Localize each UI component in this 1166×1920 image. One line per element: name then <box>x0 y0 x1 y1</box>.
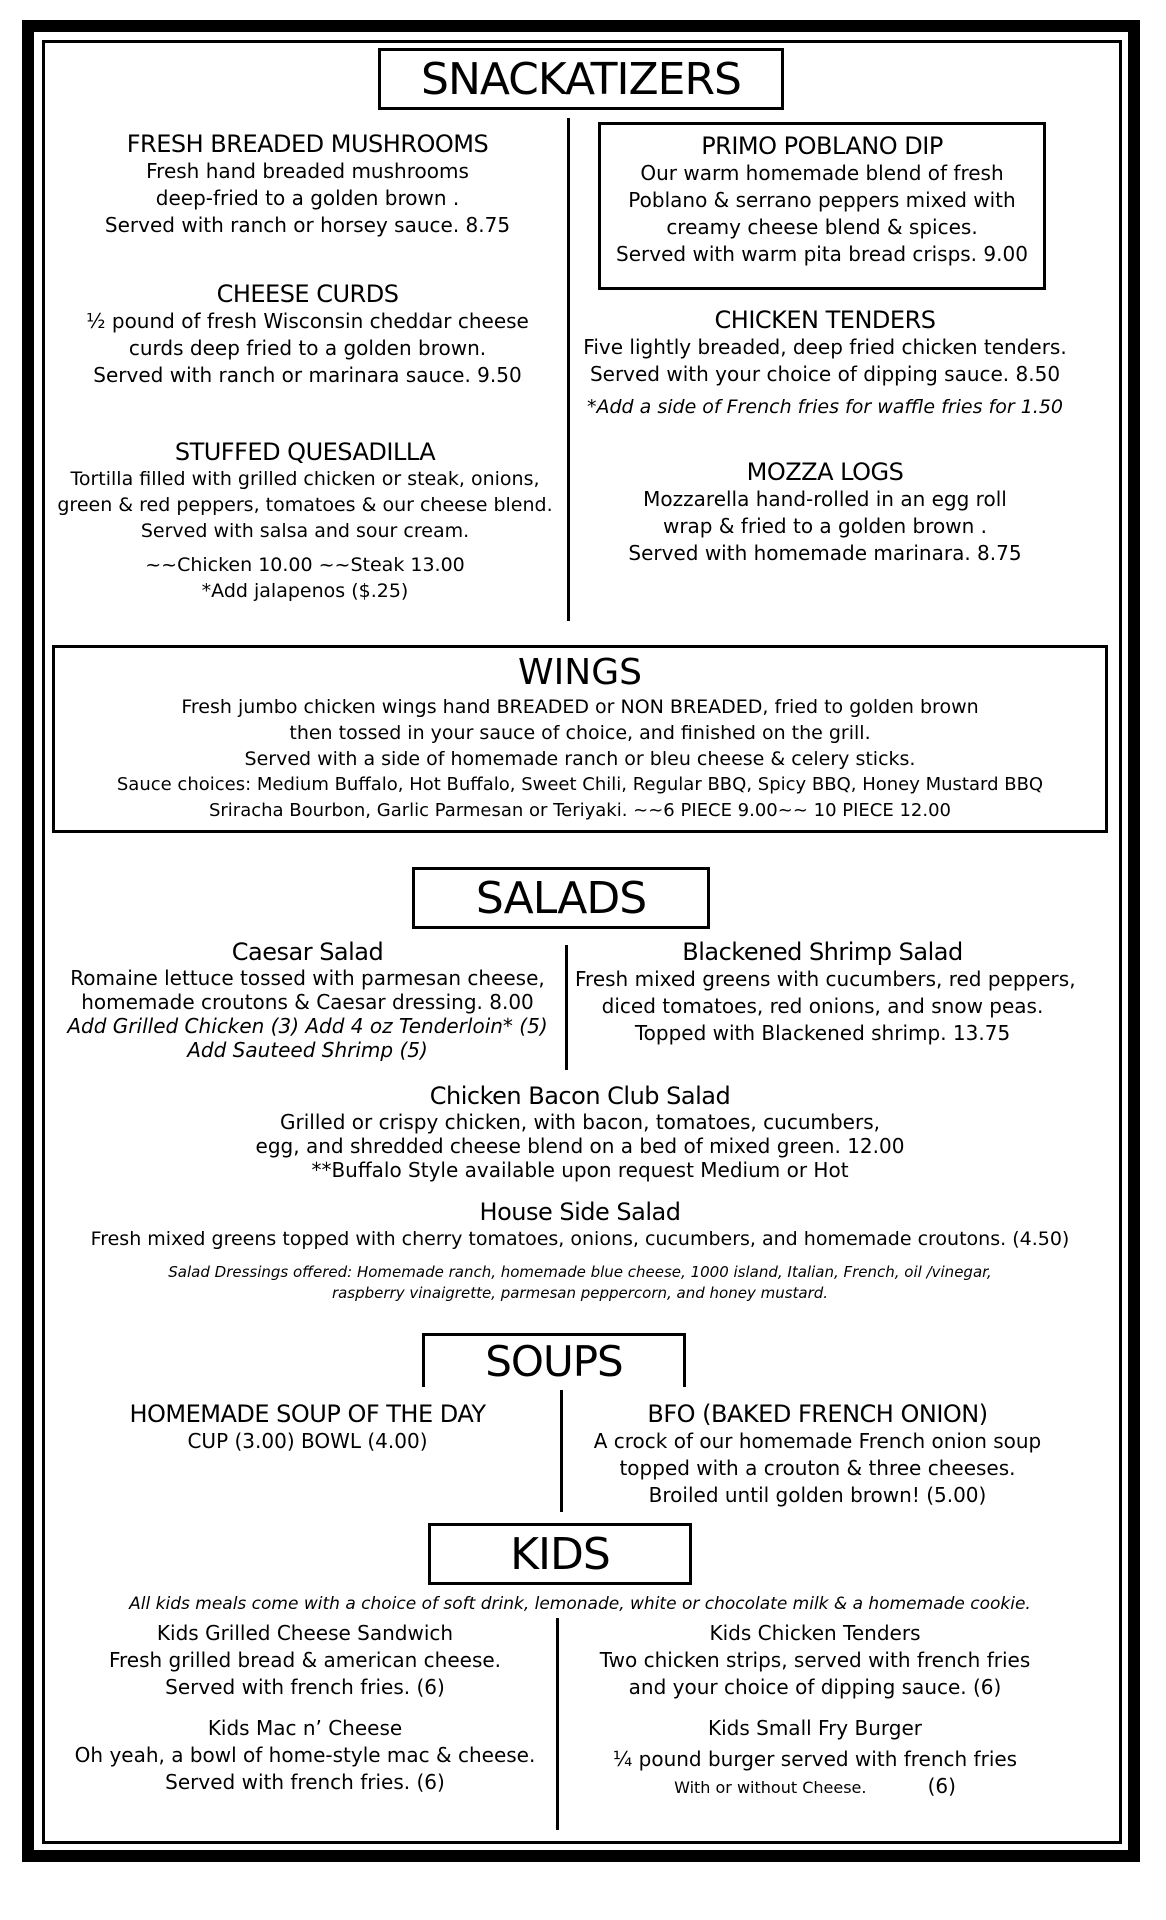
item-name: Chicken Bacon Club Salad <box>429 1082 731 1110</box>
item-breaded-mushrooms: FRESH BREADED MUSHROOMS Fresh hand breaded mushrooms deep-fried to a golden brown . Served with ranch or horsey sauce. 8.75 <box>60 130 555 239</box>
wings-title: WINGS <box>518 652 642 693</box>
item-name: Blackened Shrimp Salad <box>682 938 963 966</box>
item-name: CHICKEN TENDERS <box>714 306 936 334</box>
item-name: PRIMO POBLANO DIP <box>701 132 943 160</box>
item-name: Kids Small Fry Burger <box>707 1716 922 1740</box>
wings-section: WINGS Fresh jumbo chicken wings hand BREADED or NON BREADED, fried to golden brown then tossed in your sauce of choice, and finished on the grill. Served with a side of homemade ranch or bleu cheese & celery sticks. Sauce choices: Medium Buffalo, Hot Buffalo, Sweet Chili, Regular BBQ, Spicy BBQ, Honey Mustard BBQ Sriracha Bourbon, Garlic Parmesan or Teriyaki. ~~6 PIECE 9.00~~ 10 PIECE 12.00 <box>52 652 1108 824</box>
item-name: FRESH BREADED MUSHROOMS <box>126 130 489 158</box>
item-kids-grilled-cheese: Kids Grilled Cheese Sandwich Fresh grilled bread & american cheese. Served with french fries. (6) <box>60 1620 550 1701</box>
item-caesar-salad: Caesar Salad Romaine lettuce tossed with parmesan cheese, homemade croutons & Caesar dressing. 8.00 Add Grilled Chicken (3) Add 4 oz Tenderloin* (5) Add Sauteed Shrimp (5) <box>55 938 560 1062</box>
item-name: Kids Grilled Cheese Sandwich <box>156 1621 454 1645</box>
item-name: HOMEMADE SOUP OF THE DAY <box>129 1400 486 1428</box>
item-name: House Side Salad <box>479 1198 681 1226</box>
item-name: Kids Mac n’ Cheese <box>207 1716 403 1740</box>
item-name: Kids Chicken Tenders <box>709 1621 921 1645</box>
item-kids-small-fry-burger: Kids Small Fry Burger ¼ pound burger served with french fries With or without Cheese. (6) <box>570 1715 1060 1801</box>
kids-divider <box>556 1618 559 1830</box>
item-chicken-bacon-club-salad: Chicken Bacon Club Salad Grilled or crispy chicken, with bacon, tomatoes, cucumbers, egg, and shredded cheese blend on a bed of mixed green. 12.00 **Buffalo Style available upon request Medium or Hot <box>52 1082 1108 1182</box>
item-kids-mac-n-cheese: Kids Mac n’ Cheese Oh yeah, a bowl of home-style mac & cheese. Served with french fries. (6) <box>60 1715 550 1796</box>
burger-cheese-option: With or without Cheese. <box>674 1778 867 1797</box>
item-chicken-tenders: CHICKEN TENDERS Five lightly breaded, deep fried chicken tenders. Served with your choice of dipping sauce. 8.50 *Add a side of French fries for waffle fries for 1.50 <box>580 306 1070 420</box>
item-cheese-curds: CHEESE CURDS ½ pound of fresh Wisconsin cheddar cheese curds deep fried to a golden brown. Served with ranch or marinara sauce. 9.50 <box>60 280 555 389</box>
salads-divider <box>565 945 568 1070</box>
item-stuffed-quesadilla: STUFFED QUESADILLA Tortilla filled with grilled chicken or steak, onions, green & red peppers, tomatoes & our cheese blend. Served with salsa and sour cream. ~~Chicken 10.00 ~~Steak 13.00 *Add jalapenos ($.25) <box>50 438 560 604</box>
item-mozza-logs: MOZZA LOGS Mozzarella hand-rolled in an egg roll wrap & fried to a golden brown . Served with homemade marinara. 8.75 <box>580 458 1070 567</box>
item-name: STUFFED QUESADILLA <box>174 438 436 466</box>
salad-dressings-note: Salad Dressings offered: Homemade ranch, homemade blue cheese, 1000 island, Italian, French, oil /vinegar, raspberry vinaigrette, parmesan peppercorn, and honey mustard. <box>168 1263 992 1302</box>
item-name: BFO (BAKED FRENCH ONION) <box>647 1400 988 1428</box>
kids-title: KIDS <box>428 1523 692 1585</box>
soups-divider <box>560 1390 563 1512</box>
item-kids-chicken-tenders: Kids Chicken Tenders Two chicken strips, served with french fries and your choice of dipping sauce. (6) <box>570 1620 1060 1701</box>
item-house-side-salad: House Side Salad Fresh mixed greens topped with cherry tomatoes, onions, cucumbers, and homemade croutons. (4.50) <box>52 1198 1108 1252</box>
snackatizers-title: SNACKATIZERS <box>378 48 784 110</box>
item-name: MOZZA LOGS <box>746 458 904 486</box>
snack-divider <box>567 118 570 621</box>
item-primo-poblano-dip: PRIMO POBLANO DIP Our warm homemade blend of fresh Poblano & serrano peppers mixed with creamy cheese blend & spices. Served with warm pita bread crisps. 9.00 <box>598 132 1046 268</box>
item-soup-of-the-day: HOMEMADE SOUP OF THE DAY CUP (3.00) BOWL (4.00) <box>60 1400 555 1455</box>
item-baked-french-onion: BFO (BAKED FRENCH ONION) A crock of our homemade French onion soup topped with a crouton & three cheeses. Broiled until golden brown! (5.00) <box>570 1400 1065 1509</box>
salads-title: SALADS <box>412 867 710 929</box>
burger-price: (6) <box>927 1774 956 1798</box>
item-name: CHEESE CURDS <box>216 280 399 308</box>
item-blackened-shrimp-salad: Blackened Shrimp Salad Fresh mixed greens with cucumbers, red peppers, diced tomatoes, red onions, and snow peas. Topped with Blackened shrimp. 13.75 <box>575 938 1076 1045</box>
kids-note: All kids meals come with a choice of soft drink, lemonade, white or chocolate milk & a homemade cookie. <box>129 1594 1031 1614</box>
item-name: Caesar Salad <box>231 938 384 966</box>
soups-title: SOUPS <box>422 1333 686 1387</box>
